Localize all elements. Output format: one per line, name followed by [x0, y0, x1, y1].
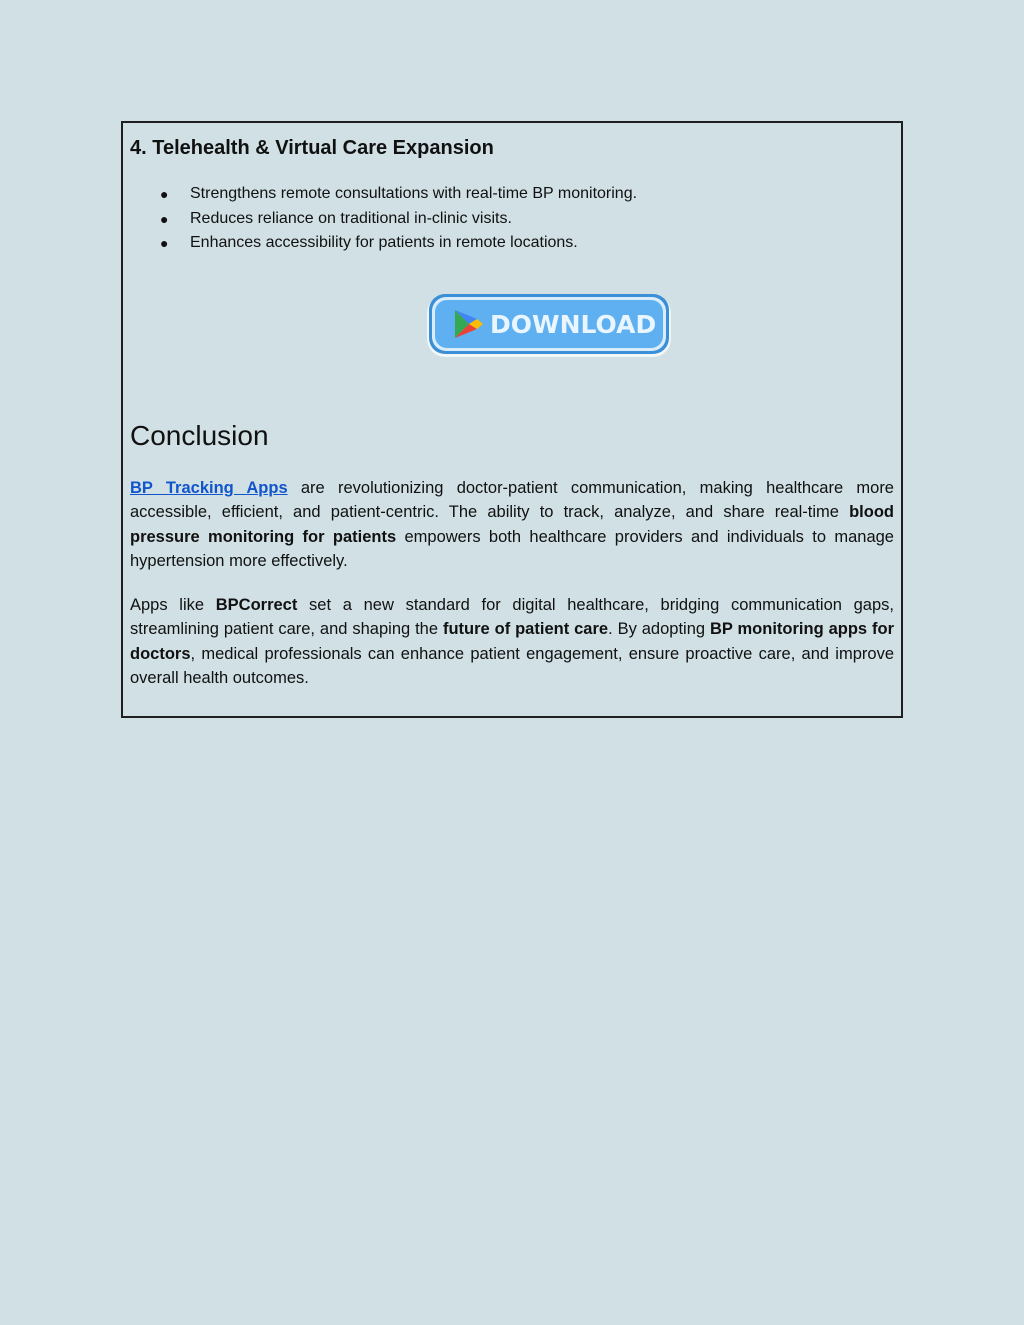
text-run: . By adopting — [608, 620, 710, 639]
bold-text: BPCorrect — [215, 596, 298, 614]
bullet-icon: ● — [160, 235, 169, 251]
list-item-text: Enhances accessibility for patients in remote locations. — [190, 234, 578, 251]
bullet-icon: ● — [160, 210, 169, 227]
download-button[interactable] — [426, 292, 672, 358]
content-box — [121, 121, 903, 718]
list-item — [130, 231, 892, 256]
text-run: Apps like — [130, 596, 216, 614]
bullet-icon: ● — [160, 186, 169, 202]
section-heading: 4. Telehealth & Virtual Care Expansion — [130, 137, 494, 159]
text-run: , medical professionals can enhance patient engagement, ensure proactive care, and improve overall health outcomes. — [130, 644, 894, 688]
list-item — [130, 182, 892, 207]
download-label: DOWNLOAD — [490, 310, 657, 339]
text-run: are revolutionizing doctor-patient communication, making healthcare more accessible, efficient, and patient-centric. The ability to track, analyze, and share real-time — [130, 479, 894, 522]
text-run: empowers both healthcare providers and individuals to manage hypertension more effectively. — [130, 527, 894, 571]
bold-text: future of patient care — [442, 620, 609, 639]
list-item-text: Strengthens remote consultations with real-time BP monitoring. — [190, 185, 638, 202]
conclusion-paragraph-2 — [130, 593, 894, 691]
text-run: set a new standard for digital healthcare, bridging communication gaps, streamlining patient care, and shaping the — [130, 596, 894, 639]
conclusion-paragraph-1 — [130, 476, 894, 574]
bold-text: BP monitoring apps for doctors — [130, 620, 894, 663]
bullet-list — [130, 182, 892, 256]
list-item — [130, 207, 892, 232]
bp-tracking-apps-link[interactable]: BP Tracking Apps — [130, 479, 288, 497]
list-item-text: Reduces reliance on traditional in-clinic visits. — [190, 209, 512, 227]
bold-text: blood pressure monitoring for patients — [130, 503, 894, 546]
conclusion-heading: Conclusion — [130, 420, 269, 451]
